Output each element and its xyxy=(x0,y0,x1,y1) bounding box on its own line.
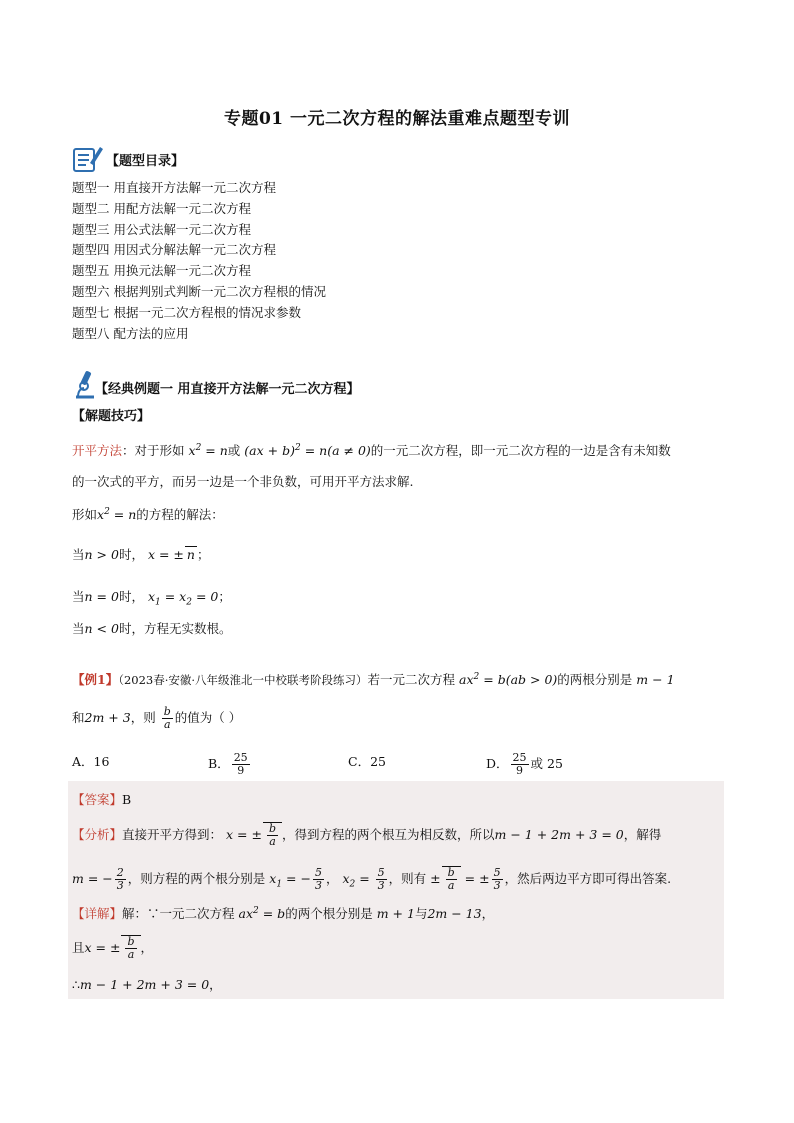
example1-line-1: 【例1】（2023春·安徽·八年级淮北一中校联考阶段练习）若一元二次方程 $ax^2 = b(ab > 0)$的两根分别是 m − 1 xyxy=(72,671,675,687)
option-c[interactable]: C．25 xyxy=(348,754,386,769)
toc-list xyxy=(72,178,326,344)
answer-value: B xyxy=(122,792,132,807)
answer-line xyxy=(72,790,131,808)
analysis-line-2: m = − $\frac{2}{3}$ ，则方程的两个根分别是 $x_1$ = − $\frac{5}{3}$ ， $x_2$ = $\frac{5}{3}$ ，则有 ± $\frac{b}{a}$ = ± $\frac{5}{3}$ ，然后两边平方即可得出答案. xyxy=(72,866,672,892)
method-line-2: 的一次式的平方，而另一边是一个非负数，可用开平方法求解. xyxy=(72,474,414,489)
tips-heading: 【解题技巧】 xyxy=(72,409,151,424)
option-a[interactable]: A．16 xyxy=(72,754,110,769)
form-line: 形如$x^2 = n$的方程的解法： xyxy=(72,506,224,522)
toc-item[interactable]: 题型四 用因式分解法解一元二次方程 xyxy=(72,242,276,258)
example1-source: （2023春·安徽·八年级淮北一中校联考阶段练习） xyxy=(118,673,368,687)
answer-label: 【答案】 xyxy=(72,792,123,807)
analysis-label: 【分析】 xyxy=(72,827,123,842)
analysis-line-1: 【分析】直接开平方得到： x = ± $\frac{b}{a}$ ，得到方程的两个根互为相反数，所以m − 1 + 2m + 3 = 0，解得 xyxy=(72,822,662,848)
method-line-1: 开平方法：对于形如 $x^2 = n$或 (ax + b)$^2$ = n(a ≠ 0)的一元二次方程，即一元二次方程的一边是含有未知数 xyxy=(72,442,671,458)
option-d[interactable]: D． $\frac{25}{9}$ 或 25 xyxy=(486,751,563,777)
detail-line-1: 【详解】解：∵一元二次方程 $ax^2 = b$的两个根分别是 m + 1与2m − 13， xyxy=(72,905,495,921)
detail-line-2: 且x = ± $\frac{b}{a}$ ， xyxy=(72,935,154,961)
example-heading: 【经典例题一 用直接开方法解一元二次方程】 xyxy=(95,382,360,397)
method-label: 开平方法 xyxy=(72,443,123,458)
case-negative: 当n < 0时，方程无实数根。 xyxy=(72,621,232,636)
toc-heading: 【题型目录】 xyxy=(106,154,185,169)
toc-item[interactable]: 题型一 用直接开方法解一元二次方程 xyxy=(72,180,276,195)
toc-item[interactable]: 题型二 用配方法解一元二次方程 xyxy=(72,200,251,216)
example1-label: 【例1】 xyxy=(72,672,119,687)
toc-item[interactable]: 题型三 用公式法解一元二次方程 xyxy=(72,221,251,237)
case-positive: 当n > 0时， x = ± n ； xyxy=(72,547,210,562)
toc-item[interactable]: 题型七 根据一元二次方程根的情况求参数 xyxy=(72,304,301,320)
toc-item[interactable]: 题型五 用换元法解一元二次方程 xyxy=(72,263,251,279)
case-zero: 当n = 0时， $x_1 = x_2 = 0$； xyxy=(72,589,231,608)
page-title: 专题01 一元二次方程的解法重难点题型专训 xyxy=(223,109,571,129)
toc-item[interactable]: 题型八 配方法的应用 xyxy=(72,325,189,341)
equation: (ax + b)$^2$ = n(a ≠ 0) xyxy=(244,442,371,458)
detail-label: 【详解】 xyxy=(72,906,123,921)
detail-line-3: ∴m − 1 + 2m + 3 = 0， xyxy=(72,977,222,992)
notepad-pencil-icon xyxy=(72,143,104,173)
equation: $x^2 = n$ xyxy=(188,442,228,458)
example1-line-2: 和2m + 3，则 $\frac{b}{a}$ 的值为（ ） xyxy=(72,705,242,731)
option-b[interactable]: B． $\frac{25}{9}$ xyxy=(208,751,248,777)
toc-item[interactable]: 题型六 根据判别式判断一元二次方程根的情况 xyxy=(72,283,326,299)
